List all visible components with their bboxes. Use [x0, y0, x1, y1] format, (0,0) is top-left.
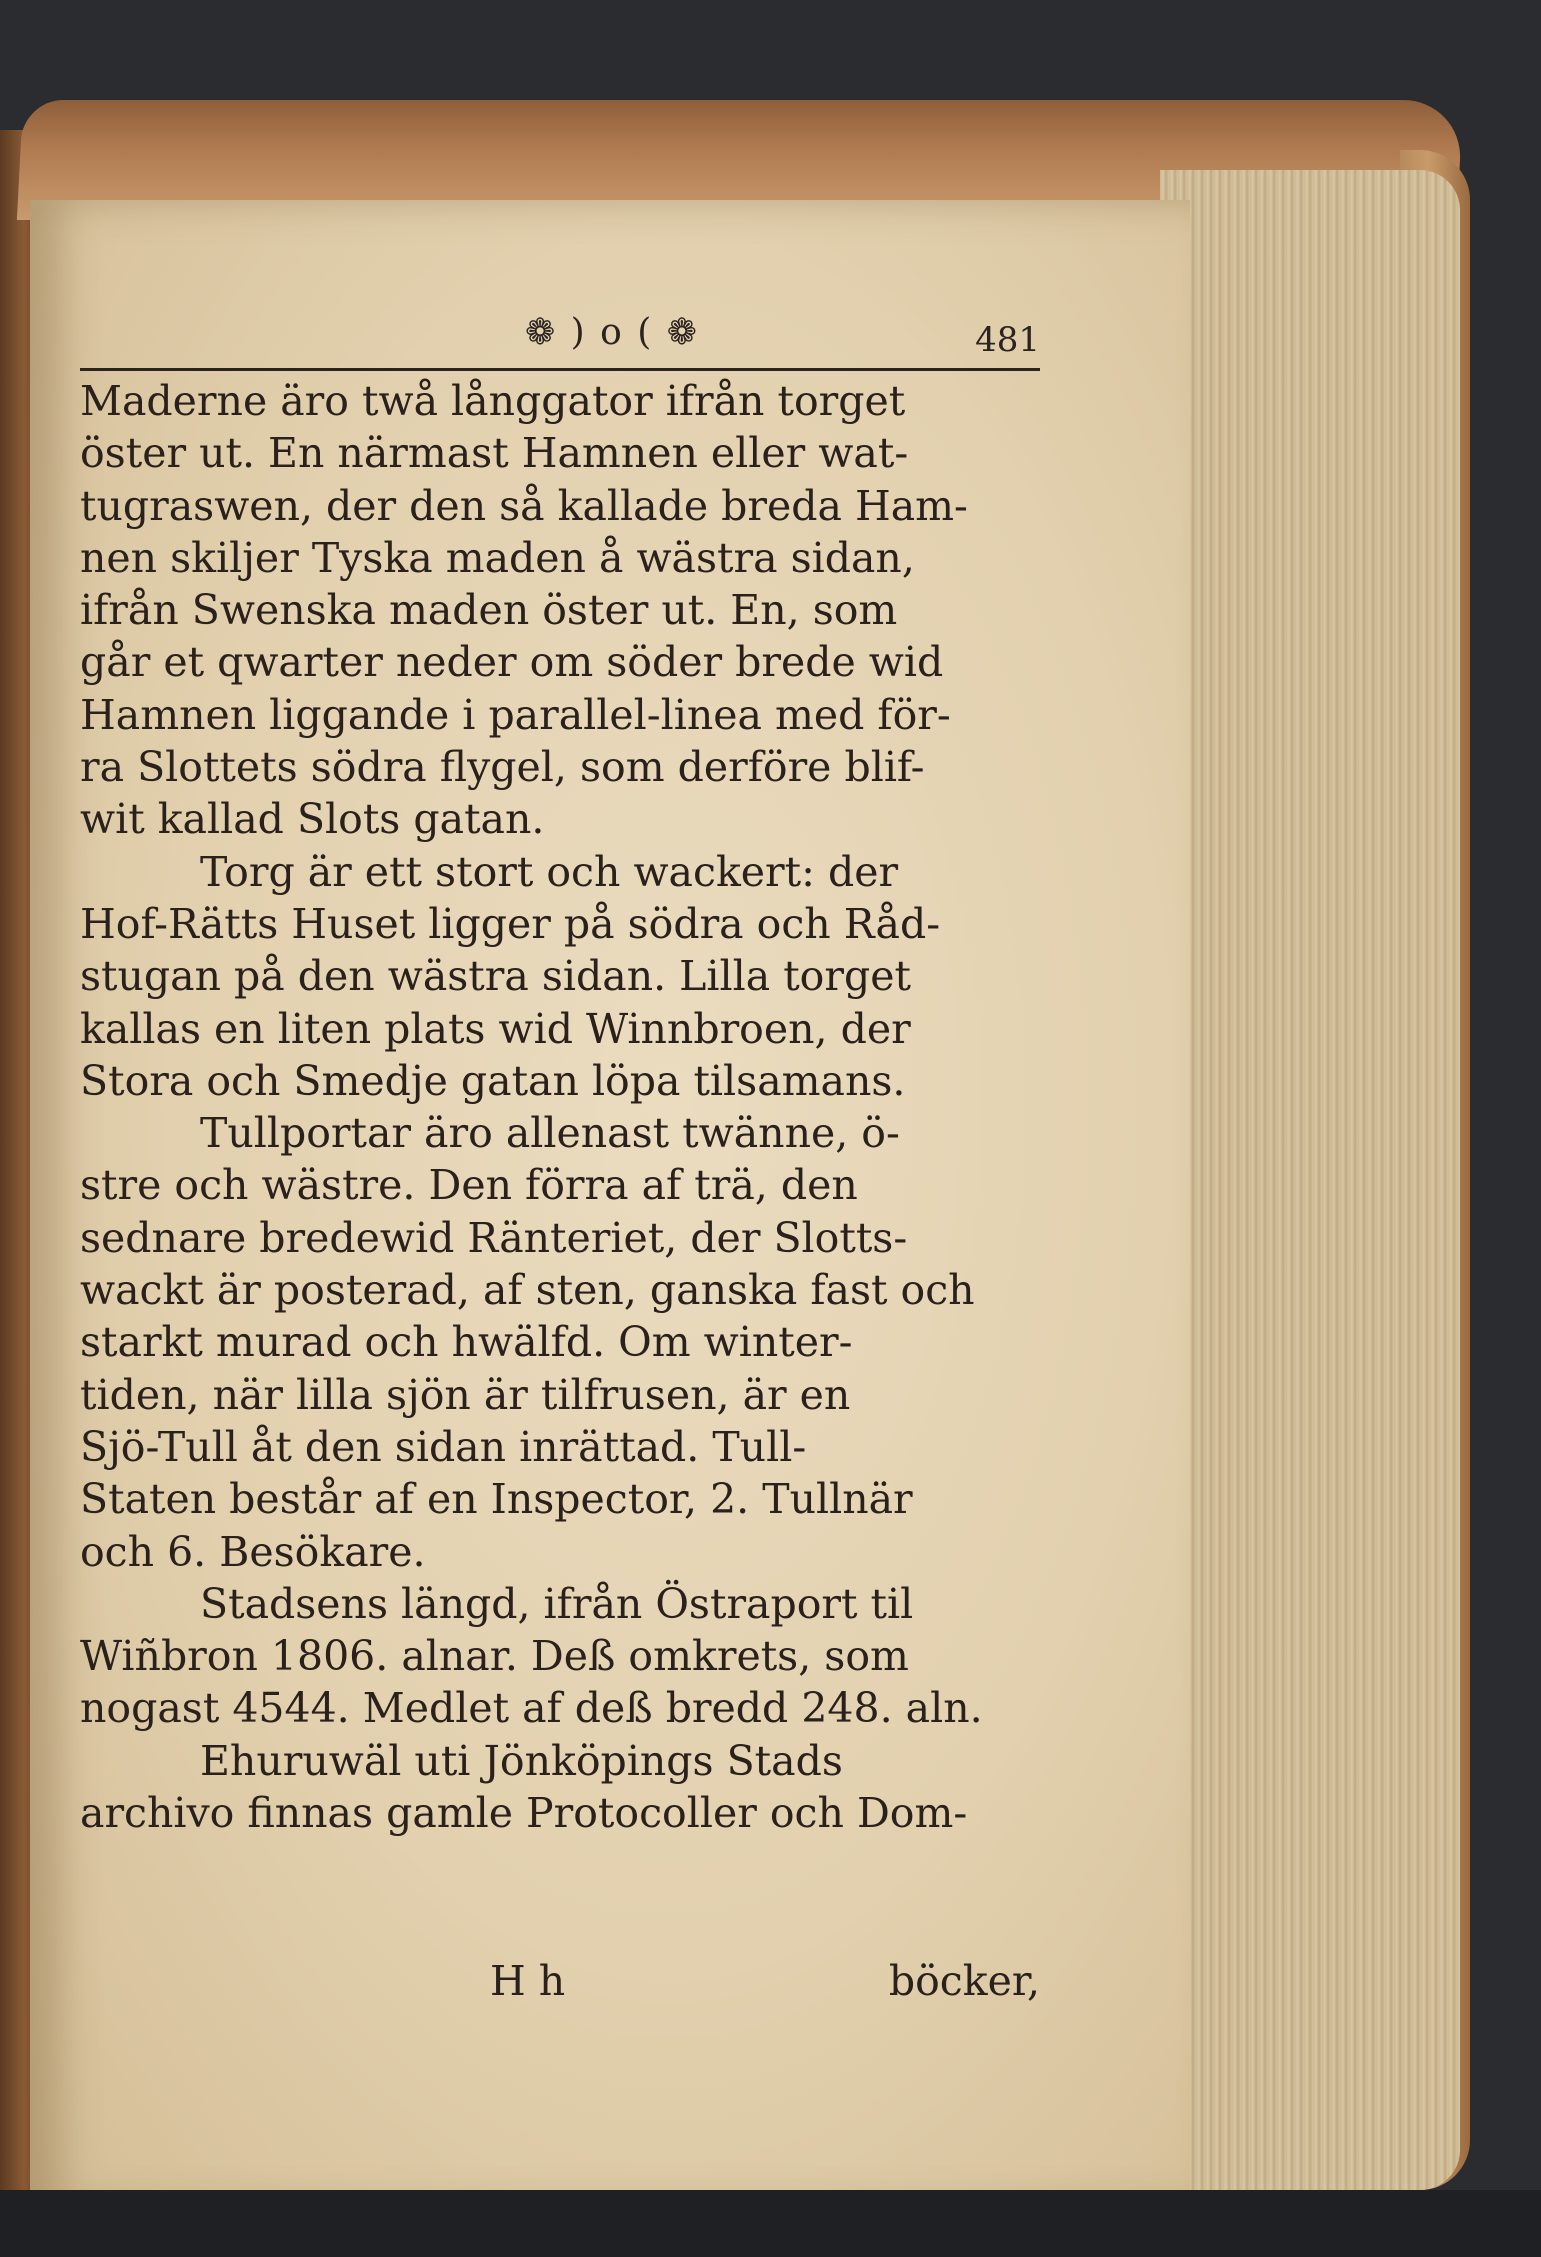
text-line: och 6. Besökare. [80, 1527, 426, 1576]
text-line: tugraswen, der den så kallade breda Ham- [80, 481, 968, 530]
text-line: Ehuruwäl uti Jönköpings Stads [200, 1736, 843, 1785]
signature-mark: H h [490, 1957, 566, 2005]
text-line: Wiñbron 1806. alnar. Deß omkrets, som [80, 1632, 909, 1681]
text-line: Stora och Smedje gatan löpa tilsamans. [80, 1056, 906, 1105]
text-line: Stadsens längd, ifrån Östraport til [200, 1579, 914, 1628]
text-line: Hamnen liggande i parallel-linea med för- [80, 690, 951, 739]
body-text [80, 375, 1040, 1839]
text-line: Maderne äro twå långgator ifrån torget [80, 377, 906, 425]
text-line: sednare bredewid Ränteriet, der Slotts- [80, 1213, 908, 1262]
text-line: Torg är ett stort och wackert: der [200, 847, 899, 896]
text-line: Staten består af en Inspector, 2. Tullnär [80, 1475, 913, 1524]
text-line: öster ut. En närmast Hamnen eller wat- [80, 429, 909, 478]
text-line: nogast 4544. Medlet af deß bredd 248. aln. [80, 1684, 983, 1733]
page-header [80, 312, 1040, 371]
catchword: böcker, [888, 1957, 1040, 2005]
background-shadow [0, 2190, 1541, 2257]
text-line: wackt är posterad, af sten, ganska fast och [80, 1266, 975, 1315]
text-line: tiden, när lilla sjön är tilfrusen, är en [80, 1370, 851, 1419]
text-line: går et qwarter neder om söder brede wid [80, 638, 944, 687]
text-line: wit kallad Slots gatan. [80, 795, 545, 844]
page-footer [80, 1957, 1040, 2009]
text-line: Hof-Rätts Huset ligger på södra och Råd- [80, 899, 941, 948]
text-line: Sjö-Tull åt den sidan inrättad. Tull- [80, 1422, 807, 1471]
text-line: ra Slottets södra flygel, som derföre blif- [80, 743, 925, 792]
text-line: Tullportar äro allenast twänne, ö- [200, 1109, 900, 1158]
text-line: stre och wästre. Den förra af trä, den [80, 1161, 858, 1210]
text-line: archivo finnas gamle Protocoller och Dom- [80, 1789, 968, 1838]
header-ornament: ❁ ) o ( ❁ [525, 312, 699, 353]
page-stack [1160, 170, 1460, 2190]
page-number: 481 [975, 320, 1040, 360]
text-line: ifrån Swenska maden öster ut. En, som [80, 586, 898, 635]
text-line: kallas en liten plats wid Winnbroen, der [80, 1004, 911, 1053]
text-line: nen skiljer Tyska maden å wästra sidan, [80, 533, 915, 582]
text-line: starkt murad och hwälfd. Om winter- [80, 1318, 853, 1367]
text-line: stugan på den wästra sidan. Lilla torget [80, 952, 911, 1001]
